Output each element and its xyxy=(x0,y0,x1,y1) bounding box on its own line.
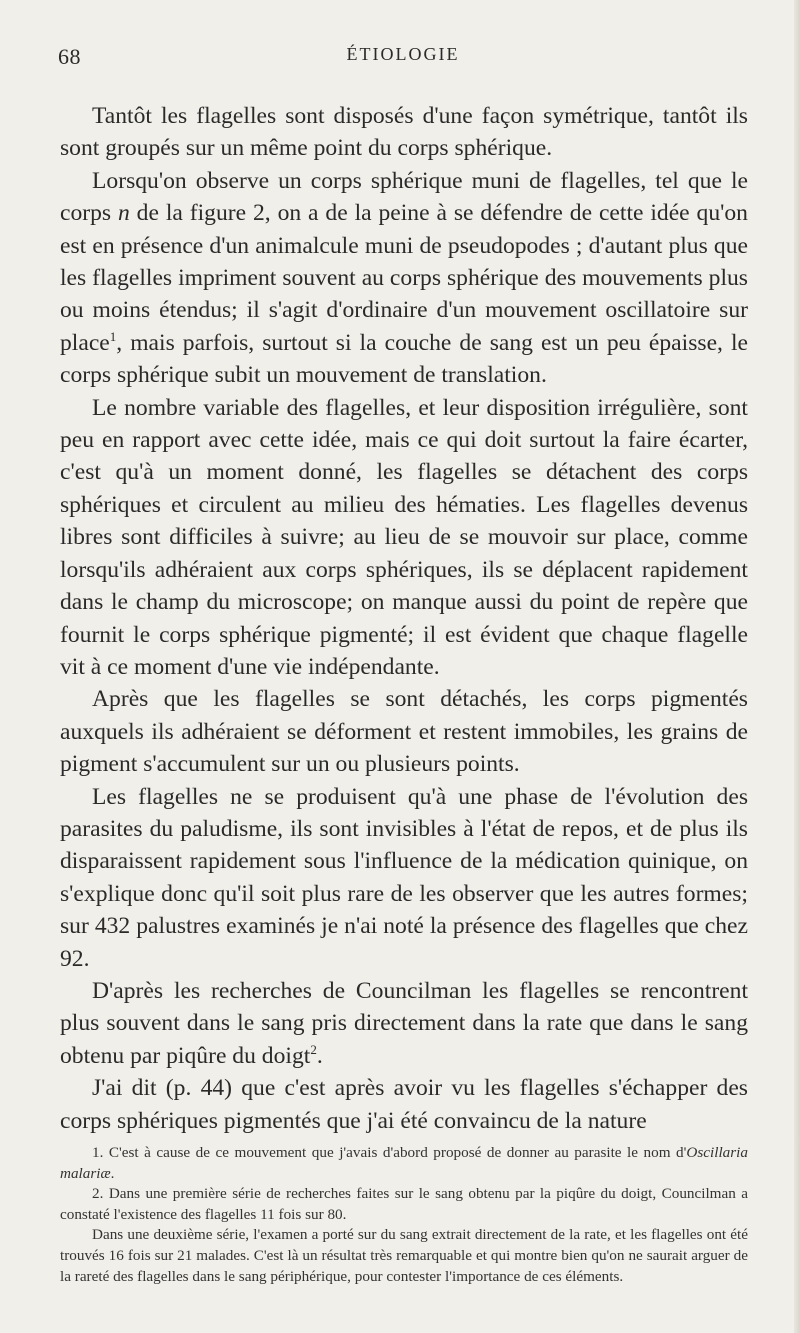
footnotes xyxy=(60,1143,748,1287)
body-text xyxy=(60,100,748,1137)
page-number: 68 xyxy=(58,44,81,69)
paragraph-text: D'après les recherches de Councilman les flagelles se rencontrent plus souvent dans le sang pris directement dans la rate que dans le sang obtenu par piqûre du doigt xyxy=(60,977,748,1069)
footnote: Dans une deuxième série, l'examen a porté sur du sang extrait directement de la rate, et les flagelles ont été trouvés 16 fois sur 21 malades. C'est là un résultat très remarquable et qui montre bien qu'on ne saurait arguer de la rareté des flagelles dans le sang périphérique, pour contester l'importance de ces éléments. xyxy=(60,1226,748,1285)
paragraph-text: . xyxy=(316,1042,323,1069)
paragraph xyxy=(60,165,748,392)
paragraph: Tantôt les flagelles sont disposés d'une façon symétrique, tantôt ils sont groupés sur un même point du corps sphérique. xyxy=(60,103,748,162)
page-edge xyxy=(794,0,800,1333)
paragraph-text: , mais parfois, surtout si la couche de sang est un peu épaisse, le corps sphérique subit un mouvement de translation. xyxy=(60,329,748,389)
paragraph-text: Lorsqu'on observe un corps sphérique muni de flagelles, tel que le corps xyxy=(60,167,748,227)
figure-letter: n xyxy=(118,200,130,227)
paragraph: Le nombre variable des flagelles, et leur disposition irrégulière, sont peu en rapport avec cette idée, mais ce qui doit surtout la faire écarter, c'est qu'à un moment donné, les flagelles se détachent des corps sphériques et circulent au milieu des hématies. Les flagelles devenus libres sont difficiles à suivre; au lieu de se mouvoir sur place, comme lorsqu'ils adhéraient aux corps sphériques, ils se déplacent rapidement dans le champ du microscope; on manque aussi du point de repère que fournit le corps sphérique pigmenté; il est évident que chaque flagelle vit à ce moment d'une vie indépendante. xyxy=(60,394,748,680)
paragraph: J'ai dit (p. 44) que c'est après avoir vu les flagelles s'échapper des corps sphériques pigmentés que j'ai été convaincu de la nature xyxy=(60,1075,748,1134)
footnote-text: . xyxy=(110,1164,115,1182)
paragraph: Après que les flagelles se sont détachés, les corps pigmentés auxquels ils adhéraient se déforment et restent immobiles, les grains de pigment s'accumulent sur un ou plusieurs points. xyxy=(60,686,748,778)
paragraph xyxy=(60,975,748,1072)
paragraph: Les flagelles ne se produisent qu'à une phase de l'évolution des parasites du paludisme, ils sont invisibles à l'état de repos, et de plus ils disparaissent rapidement sous l'influence de la médication quinique, on s'explique donc qu'il soit plus rare de les observer que les autres formes; sur 432 palustres examinés je n'ai noté la présence des flagelles que chez 92. xyxy=(60,783,748,972)
footnote-ref: 1 xyxy=(109,328,117,344)
footnote-text: 1. C'est à cause de ce mouvement que j'avais d'abord proposé de donner au parasite le nom d' xyxy=(92,1144,687,1161)
footnote xyxy=(60,1143,748,1184)
running-title: ÉTIOLOGIE xyxy=(346,44,460,64)
species-name: Oscillaria malariæ xyxy=(60,1144,748,1182)
page-header xyxy=(58,44,748,74)
footnote-ref: 2 xyxy=(310,1041,317,1057)
paragraph-text: de la figure 2, on a de la peine à se défendre de cette idée qu'on est en présence d'un animalcule muni de pseudopodes ; d'autant plus que les flagelles impriment souvent au corps sphérique des mouvements plus ou moins étendus; il s'agit d'ordinaire d'un mouvement oscillatoire sur place xyxy=(60,200,748,356)
footnote: 2. Dans une première série de recherches faites sur le sang obtenu par la piqûre du doigt, Councilman a constaté l'existence des flagelles 11 fois sur 80. xyxy=(60,1185,748,1223)
